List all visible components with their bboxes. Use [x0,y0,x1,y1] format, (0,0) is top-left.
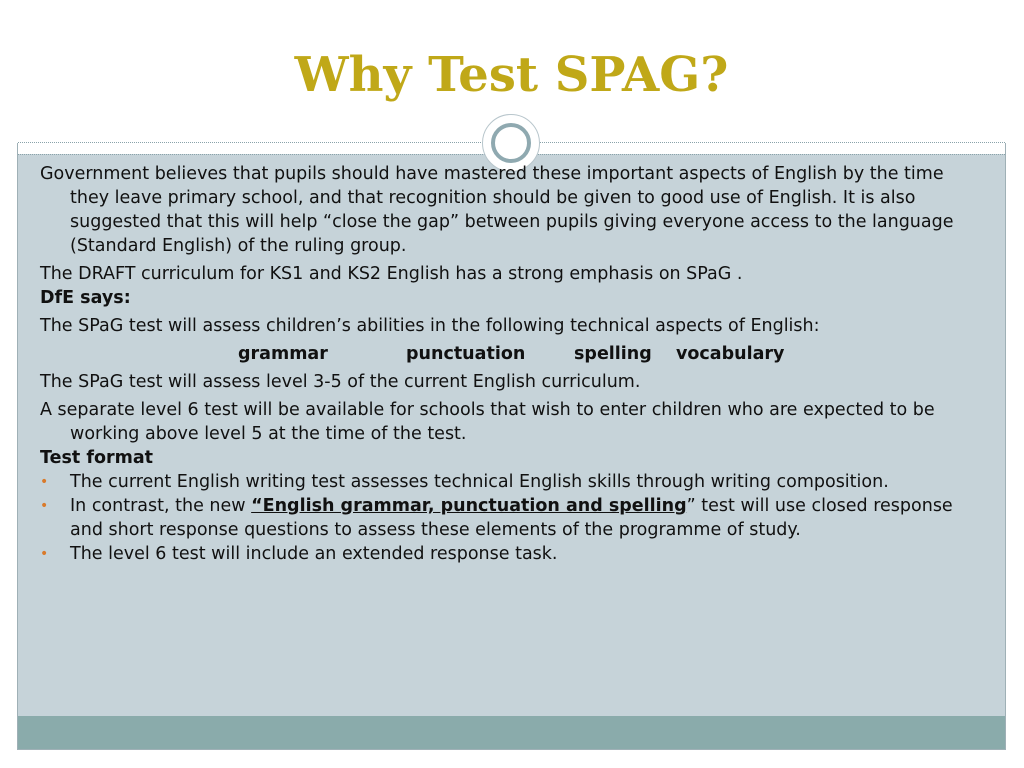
bullet-item-contrast [40,494,975,542]
body-text [40,162,975,566]
bullet-text-prefix: In contrast, the new [70,496,252,516]
slide-title: Why Test SPAG? [294,47,729,103]
paragraph-assess-aspects: The SPaG test will assess children’s abilities in the following technical aspects of English: [40,316,820,336]
bullet-icon: • [40,474,49,490]
bullet-text: The current English writing test assesses technical English skills through writing composition. [70,472,889,492]
test-name-link[interactable]: “English grammar, punctuation and spelling [251,496,687,516]
bullet-icon: • [40,546,49,562]
bullet-text-suffix: ” test will use closed response and short response questions to assess these elements of the programme of study. [70,496,953,540]
paragraph-level6: A separate level 6 test will be available for schools that wish to enter children who are expected to be working above level 5 at the time of the test. [40,400,935,444]
paragraph-assess-level: The SPaG test will assess level 3-5 of the current English curriculum. [40,372,641,392]
format-heading: Test format [40,448,154,468]
footer-bar [18,716,1005,749]
paragraph-draft: The DRAFT curriculum for KS1 and KS2 English has a strong emphasis on SPaG . [40,264,743,284]
skill-vocabulary: vocabulary [676,344,785,364]
bullet-icon: • [40,498,49,514]
paragraph-government: Government believes that pupils should have mastered these important aspects of English by the time they leave primary school, and that recognition should be given to good use of English. It is also suggested that this will help “close the gap” between pupils giving everyone access to the language (Standard English) of the ruling group. [40,164,954,256]
skill-spelling: spelling [574,344,652,364]
skills-list [40,342,975,366]
bullet-text: The level 6 test will include an extended response task. [70,544,558,564]
skill-punctuation: punctuation [406,344,526,364]
dfe-heading: DfE says: [40,288,131,308]
skill-grammar: grammar [238,344,328,364]
bullet-item-level6 [40,542,975,566]
ring-icon [491,123,531,163]
bullet-item-writing [40,470,975,494]
